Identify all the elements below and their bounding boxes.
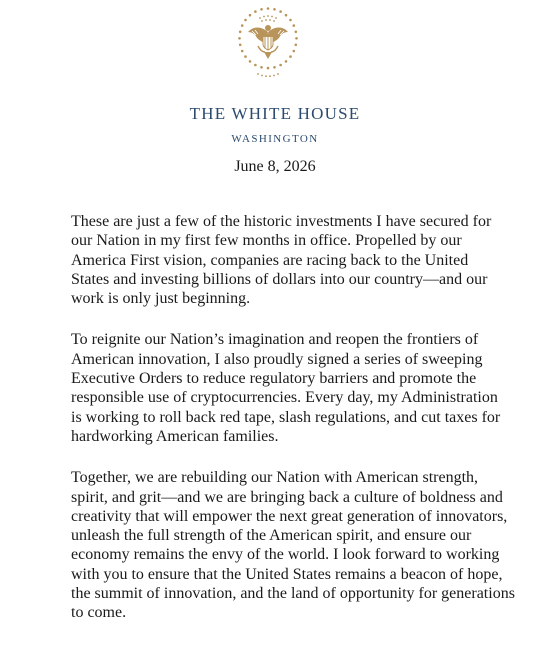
text-line: To reignite our Nation’s imagination and reopen the frontiers of (71, 331, 479, 349)
text-line: These are just a few of the historic investments I have secured for (71, 213, 492, 230)
text-line: America First vision, companies are racing back to the United (71, 251, 469, 269)
text-line: unleash the full strength of the American spirit, and ensure our (71, 527, 472, 545)
letter-paragraph (71, 212, 511, 308)
text-line: spirit, and grit—and we are bringing back a culture of boldness and (71, 488, 503, 506)
text-line: to come. (71, 604, 127, 622)
presidential-seal-icon (236, 6, 300, 78)
text-line: creativity that will empower the next great generation of innovators, (71, 507, 508, 525)
letter-paragraph (71, 468, 515, 622)
text-line: Together, we are rebuilding our Nation with American strength, (71, 469, 479, 487)
text-line: hardworking American families. (71, 427, 279, 445)
text-line: our Nation in my first few months in office. Propelled by our (71, 232, 462, 250)
text-line: Executive Orders to reduce regulatory barriers and promote the (71, 370, 477, 388)
letter-body (71, 212, 515, 645)
text-line: the summit of innovation, and the land of opportunity for generations (71, 585, 515, 603)
letter-paragraph (71, 330, 511, 446)
text-line: States and investing billions of dollars into our country—and our (71, 270, 488, 288)
text-line: is working to roll back red tape, slash regulations, and cut taxes for (71, 408, 501, 426)
letter-date: June 8, 2026 (234, 158, 316, 175)
letterhead-org-name: THE WHITE HOUSE (189, 104, 361, 123)
text-line: economy remains the envy of the world. I look forward to working (71, 546, 500, 564)
letterhead-city: WASHINGTON (231, 133, 319, 145)
text-line: work is only just beginning. (71, 290, 251, 308)
text-line: with you to ensure that the United States remains a beacon of hope, (71, 565, 503, 583)
text-line: American innovation, I also proudly signed a series of sweeping (71, 350, 483, 368)
text-line: responsible use of cryptocurrencies. Every day, my Administration (71, 389, 498, 407)
